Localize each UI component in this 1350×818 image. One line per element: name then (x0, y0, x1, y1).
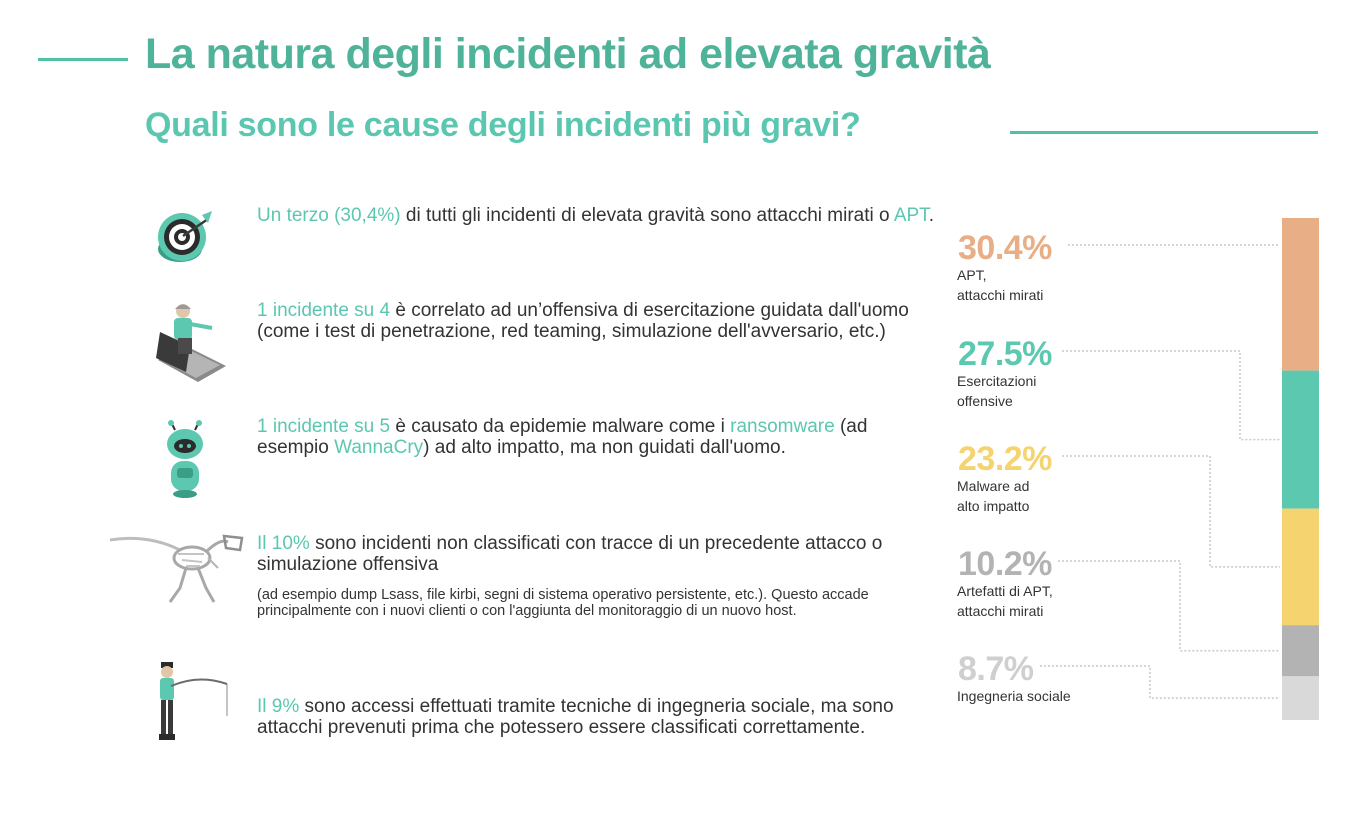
page-title: La natura degli incidenti ad elevata gravità (145, 30, 991, 78)
highlight-text: Il 9% (257, 696, 300, 717)
page-subtitle: Quali sono le cause degli incidenti più gravi? (145, 106, 861, 144)
bar-segment-3 (1282, 509, 1319, 625)
category-label-3 (957, 476, 1029, 516)
highlight-text: ransomware (730, 416, 835, 437)
highlight-text: 1 incidente su 5 (257, 416, 391, 437)
bar-segment-1 (1282, 218, 1319, 371)
leader-line-2 (1062, 351, 1280, 440)
value-label-3: 23.2% (958, 440, 1052, 478)
category-label-line: Malware ad (957, 478, 1030, 494)
category-label-5 (957, 686, 1071, 706)
finding-4-note: (ad esempio dump Lsass, file kirbi, segni di sistema operativo persistente, etc.). Questo accade principalmente con i nuovi clienti o con l'aggiunta del monitoraggio di un nuovo host. (257, 587, 869, 619)
value-label-2: 27.5% (958, 335, 1052, 373)
body-text: sono accessi effettuati tramite tecniche di ingegneria sociale, ma sono attacchi prevenuti prima che potessero essere classificati correttamente. (257, 696, 894, 738)
value-label-1: 30.4% (958, 229, 1052, 267)
body-text: (ad esempio (257, 416, 868, 458)
category-label-line: Esercitazioni (957, 373, 1037, 389)
highlight-text: APT (893, 205, 929, 226)
category-label-line: alto impatto (957, 498, 1030, 514)
category-label-line: attacchi mirati (957, 603, 1044, 619)
bar-segment-5 (1282, 676, 1319, 720)
body-text: ) ad alto impatto, ma non guidati dall'uomo. (423, 437, 786, 458)
value-label-5: 8.7% (958, 650, 1034, 688)
bar-segment-4 (1282, 625, 1319, 676)
category-label-line: Artefatti di APT, (957, 583, 1053, 599)
category-label-line: Ingegneria sociale (957, 688, 1071, 704)
body-text: è causato da epidemie malware come i (390, 416, 731, 437)
body-text: sono incidenti non classificati con tracce di un precedente attacco o simulazione offensiva (257, 533, 883, 575)
category-label-line: APT, (957, 267, 987, 283)
leader-line-4 (1058, 561, 1280, 651)
body-text: è correlato ad un’offensiva di esercitazione guidata dall'uomo (come i test di penetrazione, red teaming, simulazione dell'avversario, etc.) (257, 300, 909, 342)
category-label-line: attacchi mirati (957, 287, 1044, 303)
category-label-1 (957, 265, 1043, 305)
body-text: . (928, 205, 934, 226)
value-label-4: 10.2% (958, 545, 1052, 583)
body-text: di tutti gli incidenti di elevata gravità sono attacchi mirati o (400, 205, 894, 226)
highlight-text: 1 incidente su 4 (257, 300, 391, 321)
leader-line-3 (1062, 456, 1280, 567)
highlight-text: WannaCry (334, 437, 424, 458)
leader-line-5 (1040, 666, 1280, 698)
category-label-line: offensive (957, 393, 1013, 409)
bar-segment-2 (1282, 371, 1319, 509)
highlight-text: Il 10% (257, 533, 310, 554)
category-label-4 (957, 581, 1053, 621)
category-label-2 (957, 371, 1036, 411)
highlight-text: Un terzo (30,4%) (257, 205, 401, 226)
